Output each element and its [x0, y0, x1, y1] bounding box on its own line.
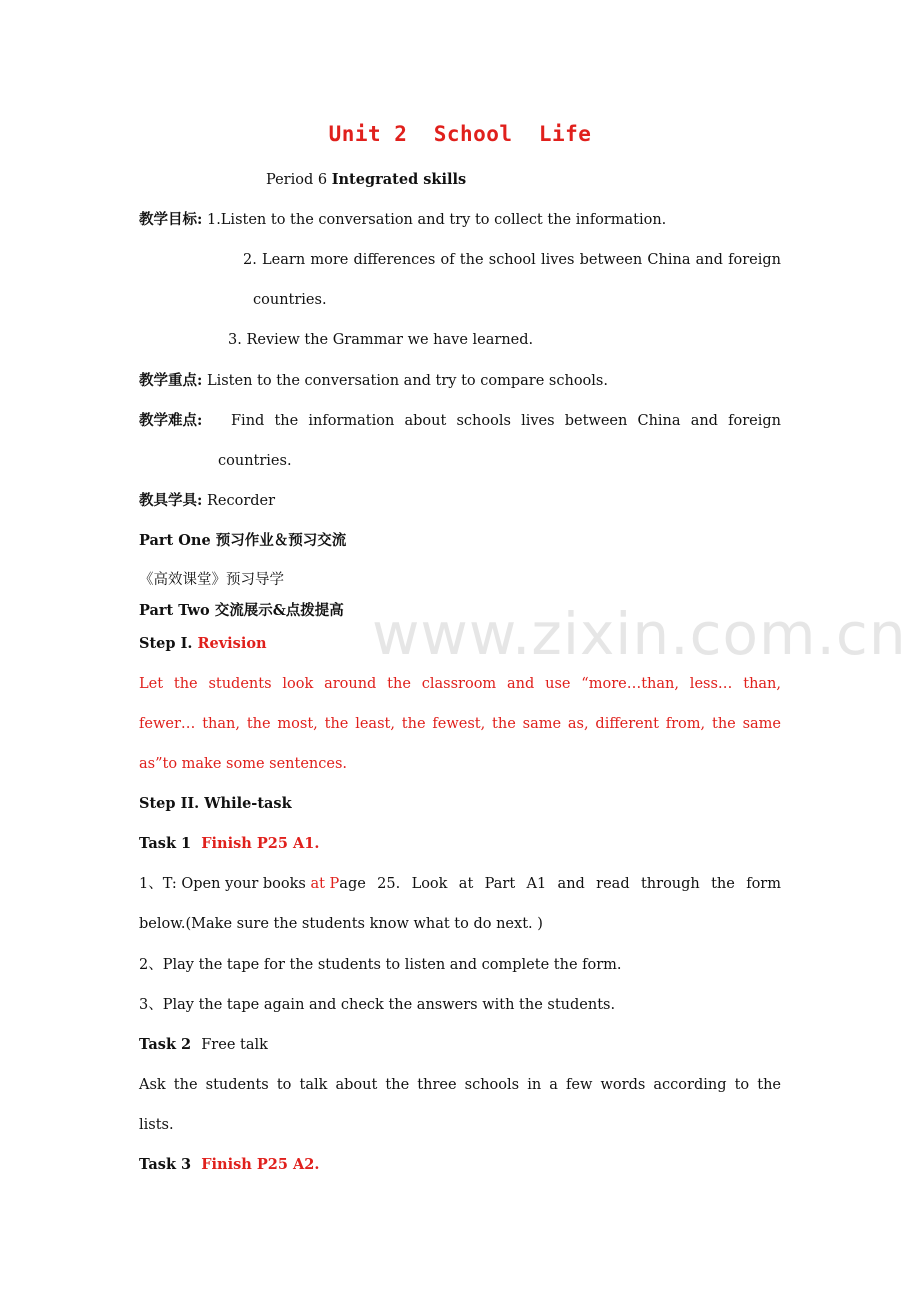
revision-line-3: as”to make some sentences. [139, 756, 348, 772]
key-points-line [139, 371, 608, 391]
difficulties-line [139, 411, 781, 431]
revision-line-1: Let the students look around the classroom and use “more…than, less… than, [139, 676, 781, 692]
page-title: Unit 2 School Life [328, 122, 592, 146]
part-two-heading: Part Two 交流展示&点拨提高 [139, 602, 344, 619]
task1-name: Finish P25 A1. [201, 835, 320, 852]
task2-name: Free talk [201, 1037, 268, 1053]
objective-2a: 2. Learn more differences of the school lives between China and foreign [243, 252, 781, 268]
task1-heading [139, 834, 319, 854]
step1-name: Revision [197, 635, 267, 652]
watermark: www.zixin.com.cn [372, 600, 907, 668]
step2-heading: Step II. While-task [139, 795, 292, 812]
revision-line-2: fewer… than, the most, the least, the fewest, the same as, different from, the same [139, 716, 781, 732]
objective-1: 1.Listen to the conversation and try to collect the information. [206, 212, 667, 228]
objectives-line-1 [139, 210, 666, 230]
key-points-text: Listen to the conversation and try to compare schools. [206, 373, 608, 389]
task2-heading [139, 1035, 268, 1055]
task1-item2: 2、Play the tape for the students to listen and complete the form. [139, 957, 622, 973]
period-line [266, 170, 466, 190]
difficulties-text-a: Find the information about schools lives between China and foreign [231, 413, 781, 429]
objectives-label: 教学目标: [139, 211, 203, 228]
guide-line: 《高效课堂》预习导学 [139, 572, 284, 588]
objective-2b: countries. [253, 292, 327, 308]
task3-name: Finish P25 A2. [201, 1156, 320, 1173]
step1-label: Step I. [139, 635, 198, 652]
step1-heading [139, 634, 267, 654]
task3-heading [139, 1155, 319, 1175]
part-one-heading: Part One 预习作业＆预习交流 [139, 532, 347, 549]
task1-item1-at: at P [310, 876, 340, 892]
task1-item1-a: 1、T: Open your books at P [139, 876, 340, 892]
key-points-label: 教学重点: [139, 372, 203, 389]
difficulties-text-b: countries. [218, 453, 292, 469]
task1-label: Task 1 [139, 835, 202, 852]
difficulties-label: 教学难点: [139, 412, 203, 429]
period-prefix: Period 6 [266, 172, 332, 188]
period-name: Integrated skills [331, 171, 467, 188]
task2-label: Task 2 [139, 1036, 202, 1053]
objective-3: 3. Review the Grammar we have learned. [228, 332, 534, 348]
tools-text: Recorder [206, 493, 276, 509]
task3-label: Task 3 [139, 1156, 202, 1173]
tools-label: 教具学具: [139, 492, 203, 509]
task1-item1-b: age 25. Look at Part A1 and read through the form [339, 876, 781, 892]
task1-item3: 3、Play the tape again and check the answers with the students. [139, 997, 616, 1013]
tools-line [139, 491, 275, 511]
task1-item1-line [139, 874, 781, 894]
task2-text-a: Ask the students to talk about the three schools in a few words according to the [139, 1077, 781, 1093]
task2-text-b: lists. [139, 1117, 174, 1133]
task1-item1-c: below.(Make sure the students know what to do next. ) [139, 916, 543, 932]
